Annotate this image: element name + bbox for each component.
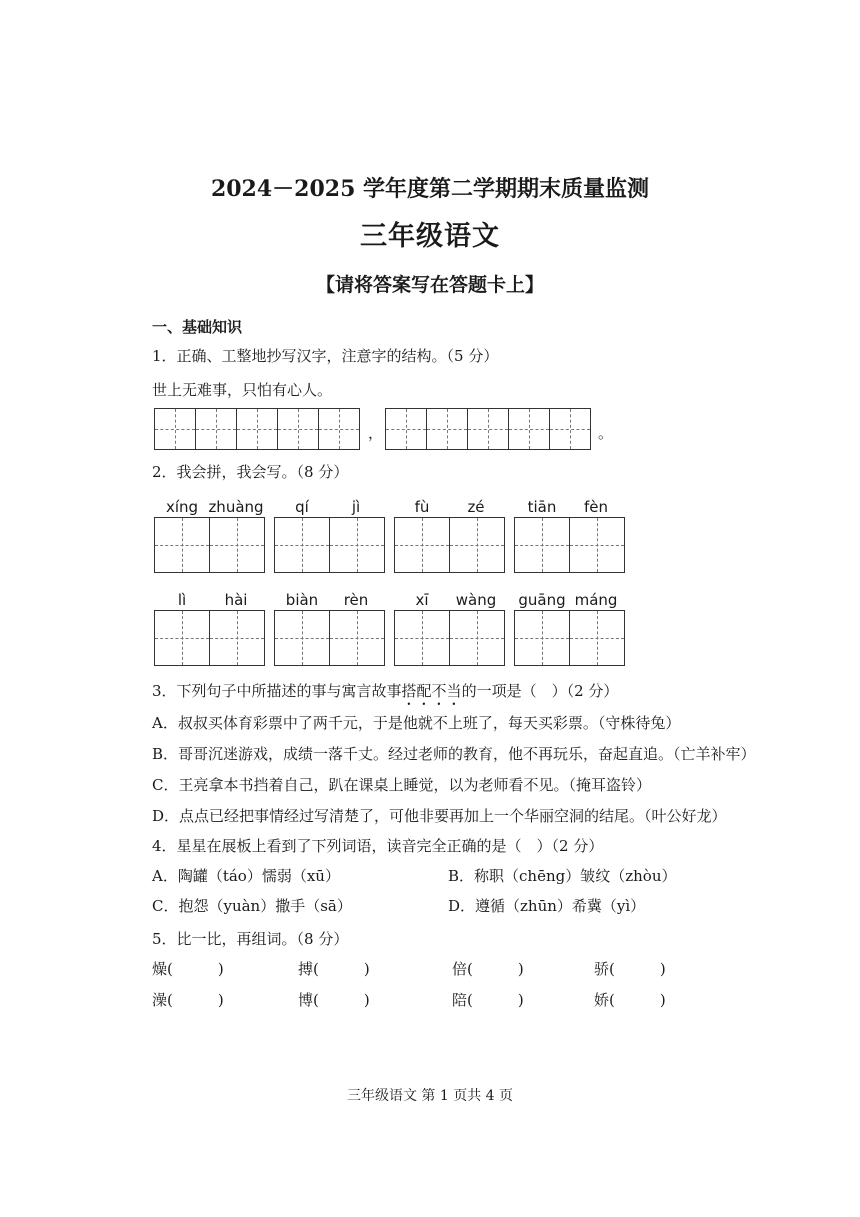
writing-cell[interactable] [569, 610, 625, 666]
q5-item: 搏( ) [298, 960, 370, 978]
writing-cell[interactable] [426, 408, 468, 450]
writing-cell[interactable] [514, 517, 570, 573]
tianzi-pair [514, 517, 624, 573]
pinyin-label: biàn [285, 591, 319, 609]
q1-grid-right [385, 408, 590, 450]
tianzi-pair [274, 517, 384, 573]
q3-option-c: C．王亮拿本书挡着自己，趴在课桌上睡觉，以为老师看不见。（掩耳盗铃） [152, 776, 651, 794]
q3-option-a: A．叔叔买体育彩票中了两千元，于是他就不上班了，每天买彩票。（守株待兔） [152, 714, 681, 732]
pinyin-label: fèn [583, 498, 609, 516]
q4-option-d: D．遵循（zhūn）希冀（yì） [448, 897, 646, 915]
writing-cell[interactable] [274, 517, 330, 573]
writing-cell[interactable] [467, 408, 509, 450]
pinyin-label: jì [351, 498, 361, 516]
q1-comma: ， [368, 424, 384, 442]
q3-prompt-end: 的一项是（ ）（2 分） [461, 682, 619, 700]
q4-prompt: 4．星星在展板上看到了下列词语，读音完全正确的是（ ）（2 分） [152, 837, 604, 855]
q3-option-b: B．哥哥沉迷游戏，成绩一落千丈。经过老师的教育，他不再玩乐，奋起直追。（亡羊补牢） [152, 745, 756, 763]
pinyin-label: máng [574, 591, 618, 609]
writing-cell[interactable] [394, 610, 450, 666]
writing-cell[interactable] [549, 408, 591, 450]
writing-cell[interactable] [449, 517, 505, 573]
q5-item: 燥( ) [152, 960, 224, 978]
q3-emphasis: 搭配不当 [401, 682, 462, 700]
tianzi-pair [394, 610, 504, 666]
q2-prompt: 2．我会拼，我会写。（8 分） [152, 463, 349, 481]
q4-option-c: C．抱怨（yuàn）撒手（sā） [152, 897, 352, 915]
q5-item: 倍( ) [452, 960, 524, 978]
tianzi-pair [274, 610, 384, 666]
writing-cell[interactable] [209, 517, 265, 573]
tianzi-pair [394, 517, 504, 573]
writing-cell[interactable] [385, 408, 427, 450]
q1-prompt: 1．正确、工整地抄写汉字，注意字的结构。（5 分） [152, 347, 499, 365]
pinyin-label: lì [177, 591, 187, 609]
writing-cell[interactable] [329, 517, 385, 573]
q5-item: 骄( ) [594, 960, 666, 978]
page-footer: 三年级语文 第 1 页共 4 页 [346, 1088, 514, 1104]
section-heading: 一、基础知识 [152, 318, 243, 336]
q5-item: 娇( ) [594, 991, 666, 1009]
writing-cell[interactable] [508, 408, 550, 450]
pinyin-label: zé [467, 498, 485, 516]
pinyin-label: xī [415, 591, 429, 609]
exam-title: 2024－2025 学年度第二学期期末质量监测 [210, 176, 650, 202]
subject-title: 三年级语文 [360, 221, 500, 252]
q5-prompt: 5．比一比，再组词。（8 分） [152, 930, 349, 948]
writing-cell[interactable] [154, 610, 210, 666]
writing-cell[interactable] [449, 610, 505, 666]
pinyin-label: tiān [527, 498, 557, 516]
tianzi-pair [514, 610, 624, 666]
writing-cell[interactable] [154, 408, 196, 450]
writing-cell[interactable] [236, 408, 278, 450]
q1-sentence: 世上无难事，只怕有心人。 [152, 381, 333, 399]
q5-item: 澡( ) [152, 991, 224, 1009]
pinyin-label: qí [295, 498, 309, 516]
q4-option-a: A．陶罐（táo）懦弱（xū） [152, 867, 340, 885]
pinyin-label: xíng [165, 498, 199, 516]
writing-cell[interactable] [209, 610, 265, 666]
writing-cell[interactable] [195, 408, 237, 450]
pinyin-label: zhuàng [208, 498, 264, 516]
pinyin-label: hài [224, 591, 248, 609]
q1-period: 。 [598, 424, 614, 442]
writing-cell[interactable] [154, 517, 210, 573]
q1-grid-left [154, 408, 359, 450]
writing-cell[interactable] [277, 408, 319, 450]
writing-cell[interactable] [329, 610, 385, 666]
writing-cell[interactable] [514, 610, 570, 666]
tianzi-pair [154, 610, 264, 666]
writing-cell[interactable] [394, 517, 450, 573]
q5-item: 陪( ) [452, 991, 524, 1009]
q3-prompt [152, 680, 618, 709]
pinyin-label: guāng [518, 591, 566, 609]
writing-cell[interactable] [274, 610, 330, 666]
pinyin-label: wàng [455, 591, 497, 609]
tianzi-pair [154, 517, 264, 573]
writing-cell[interactable] [569, 517, 625, 573]
pinyin-label: fù [414, 498, 430, 516]
q5-item: 博( ) [298, 991, 370, 1009]
answer-notice: 【请将答案写在答题卡上】 [315, 274, 544, 296]
writing-cell[interactable] [318, 408, 360, 450]
q3-prompt-start: 3．下列句子中所描述的事与寓言故事 [152, 682, 402, 700]
q3-option-d: D．点点已经把事情经过写清楚了，可他非要再加上一个华丽空洞的结尾。（叶公好龙） [152, 807, 727, 825]
pinyin-label: rèn [343, 591, 369, 609]
q4-option-b: B．称职（chēng）皱纹（zhòu） [448, 867, 677, 885]
